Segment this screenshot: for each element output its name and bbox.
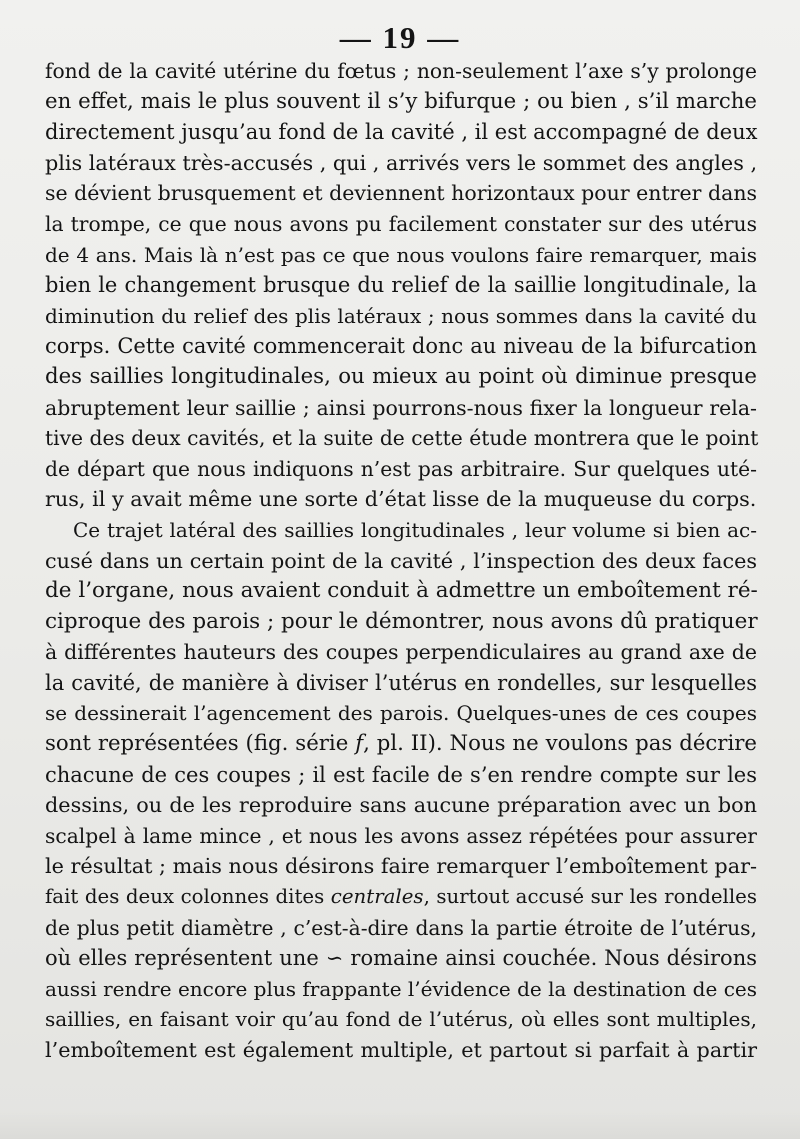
body-text <box>45 56 757 1066</box>
text-line: des saillies longitudinales, ou mieux au point où diminue presque <box>45 363 757 389</box>
text-line: de plus petit diamètre , c’est-à-dire dans la partie étroite de l’utérus, <box>45 915 757 940</box>
text-line: l’emboîtement est également multiple, et partout si parfait à partir <box>45 1038 757 1062</box>
text-line: bien le changement brusque du relief de la saillie longitudinale, la <box>45 273 757 298</box>
text-line: corps. Cette cavité commencerait donc au niveau de la bifurcation <box>45 334 757 359</box>
text-line: en effet, mais le plus souvent il s’y bifurque ; ou bien , s’il marche <box>45 88 757 114</box>
text-line: Ce trajet latéral des saillies longitudinales , leur volume si bien ac- <box>73 517 757 542</box>
text-line: diminution du relief des plis latéraux ; nous sommes dans la cavité du <box>45 303 757 328</box>
text-line: de l’organe, nous avaient conduit à admettre un emboîtement ré- <box>45 578 758 604</box>
text-line: le résultat ; mais nous désirons faire remarquer l’emboîtement par- <box>45 854 757 879</box>
text-line: tive des deux cavités, et la suite de cette étude montrera que le point <box>45 426 759 451</box>
text-line: se dessinerait l’agencement des parois. Quelques-unes de ces coupes <box>45 701 757 726</box>
text-line: aussi rendre encore plus frappante l’évidence de la destination de ces <box>45 976 757 1001</box>
text-line: fond de la cavité utérine du fœtus ; non-seulement l’axe s’y prolonge <box>45 59 757 83</box>
text-line: chacune de ces coupes ; il est facile de s’en rendre compte sur les <box>45 762 757 787</box>
text-line: sont représentées (fig. série f, pl. II). Nous ne voulons pas décrire <box>45 731 757 757</box>
text-line: se dévient brusquement et deviennent horizontaux pour entrer dans <box>45 181 758 206</box>
text-line: de départ que nous indiquons n’est pas arbitraire. Sur quelques uté- <box>45 456 757 481</box>
text-line: de 4 ans. Mais là n’est pas ce que nous voulons faire remarquer, mais <box>45 242 757 267</box>
text-line: cusé dans un certain point de la cavité , l’inspection des deux faces <box>45 548 757 573</box>
text-line: abruptement leur saillie ; ainsi pourrons-nous fixer la longueur rela- <box>45 395 757 420</box>
text-line: la trompe, ce que nous avons pu facilement constater sur des utérus <box>45 211 757 236</box>
page-bottom-edge <box>0 1110 800 1139</box>
page-number: — 19 — <box>339 20 461 55</box>
text-line: où elles représentent une ∽ romaine ainsi couchée. Nous désirons <box>45 946 757 971</box>
text-line: fait des deux colonnes dites centrales, surtout accusé sur les rondelles <box>45 885 757 909</box>
text-line: à différentes hauteurs des coupes perpendiculaires au grand axe de <box>45 640 757 665</box>
text-line: la cavité, de manière à diviser l’utérus en rondelles, sur lesquelles <box>45 670 757 695</box>
text-line: plis latéraux très-accusés , qui , arrivés vers le sommet des angles , <box>45 150 758 175</box>
text-line: ciproque des parois ; pour le démontrer, nous avons dû pratiquer <box>45 608 758 634</box>
text-line: saillies, en faisant voir qu’au fond de l’utérus, où elles sont multiples, <box>45 1007 757 1032</box>
text-line: directement jusqu’au fond de la cavité , il est accompagné de deux <box>45 120 758 145</box>
text-line: scalpel à lame mince , et nous les avons assez répétées pour assurer <box>45 823 757 848</box>
text-line: rus, il y avait même une sorte d’état lisse de la muqueuse du corps. <box>45 487 757 512</box>
text-line: dessins, ou de les reproduire sans aucune préparation avec un bon <box>45 793 757 818</box>
